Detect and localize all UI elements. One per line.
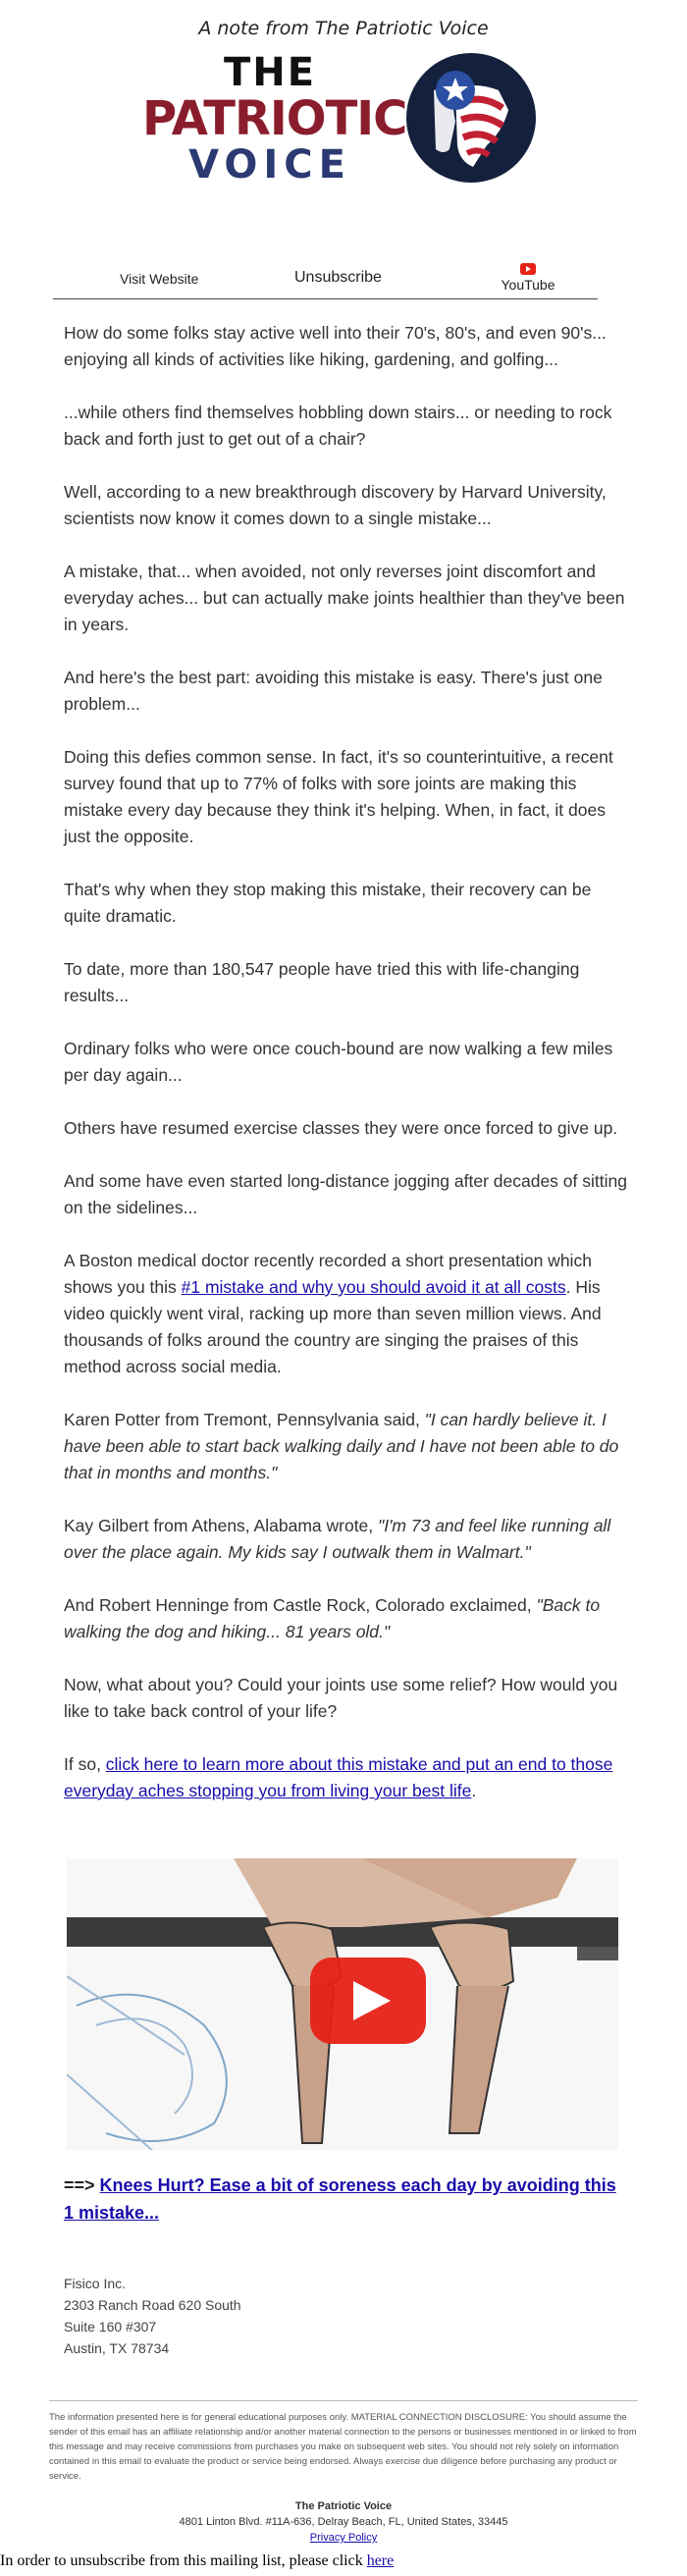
paragraph: That's why when they stop making this mistake, their recovery can be quite dramatic.	[64, 880, 592, 926]
footer-org	[0, 2498, 687, 2546]
header-tagline: A note from The Patriotic Voice	[198, 18, 489, 39]
visit-website-link[interactable]: Visit Website	[120, 271, 199, 287]
paragraph: How do some folks stay active well into their 70's, 80's, and even 90's... enjoying all kinds of activities like hiking, gardening, and golfing...	[64, 323, 607, 369]
mistake-video-link[interactable]: #1 mistake and why you should avoid it at all costs	[181, 1277, 566, 1297]
header-nav	[53, 257, 598, 299]
paragraph: To date, more than 180,547 people have tried this with life-changing results...	[64, 959, 580, 1005]
testimonial	[64, 1513, 628, 1566]
paragraph-with-link	[64, 1751, 628, 1804]
sender-address	[64, 2273, 241, 2359]
company-name: Fisico Inc.	[64, 2276, 127, 2291]
footer-divider	[49, 2400, 638, 2401]
testimonial-author: Kay Gilbert from Athens, Alabama wrote,	[64, 1516, 379, 1535]
logo-word-patriotic: PATRIOTIC	[142, 91, 407, 146]
disclaimer-text: The information presented here is for general educational purposes only. MATERIAL CONNECTION DISCLOSURE: You should assume the sender of this email has an affiliate relationship and/or another material connection to the persons or businesses mentioned in or linked to from this message and may receive commissions from purchases you make on subsequent web sites. You should not rely solely on information contained in this email to evaluate the product or service being endorsed. Always exercise due diligence before purchasing any product or service.	[49, 2412, 637, 2482]
paragraph: Now, what about you? Could your joints use some relief? How would you like to take back control of your life?	[64, 1675, 618, 1721]
logo-word-the: THE	[223, 50, 317, 95]
paragraph: And here's the best part: avoiding this mistake is easy. There's just one problem...	[64, 668, 603, 714]
text: A Boston medical doctor recently recorded a short presentation which shows you this	[64, 1251, 592, 1297]
cta-link[interactable]: Knees Hurt? Ease a bit of soreness each day by avoiding this 1 mistake...	[64, 2175, 616, 2223]
thumbs-up-flag-logo-icon	[404, 51, 538, 185]
testimonial-author: And Robert Henninge from Castle Rock, Colorado exclaimed,	[64, 1595, 537, 1615]
text: .	[471, 1781, 477, 1800]
youtube-link[interactable]	[497, 263, 559, 293]
video-thumbnail[interactable]	[67, 1858, 618, 2150]
logo-word-voice: VOICE	[188, 142, 351, 188]
paragraph: A mistake, that... when avoided, not only reverses joint discomfort and everyday aches... but can actually make joints healthier than they've been in years.	[64, 562, 625, 634]
youtube-icon	[520, 263, 536, 275]
testimonial-quote: "Back to walking the dog and hiking... 81 years old."	[64, 1595, 601, 1641]
org-name: The Patriotic Voice	[294, 2500, 393, 2512]
address-line: Austin, TX 78734	[64, 2340, 170, 2356]
paragraph: Ordinary folks who were once couch-bound are now walking a few miles per day again...	[64, 1039, 613, 1085]
testimonial-quote: "I can hardly believe it. I have been able to start back walking daily and I have not been able to do that in months and months."	[64, 1410, 619, 1482]
paragraph: Doing this defies common sense. In fact, it's so counterintuitive, a recent survey found that up to 77% of folks with sore joints are making this mistake every day because they think it's helping. When, in fact, it does just the opposite.	[64, 747, 613, 846]
paragraph: And some have even started long-distance jogging after decades of sitting on the sidelines...	[64, 1171, 627, 1217]
email-body	[64, 320, 628, 1831]
paragraph: Well, according to a new breakthrough discovery by Harvard University, scientists now know it comes down to a single mistake...	[64, 482, 607, 528]
paragraph: Others have resumed exercise classes they were once forced to give up.	[64, 1118, 618, 1138]
address-line: Suite 160 #307	[64, 2319, 157, 2334]
youtube-label: YouTube	[501, 277, 555, 293]
testimonial	[64, 1407, 628, 1486]
play-icon[interactable]	[310, 1958, 426, 2044]
address-line: 2303 Ranch Road 620 South	[64, 2297, 241, 2313]
brand-logo-text	[142, 50, 407, 188]
unsubscribe-link[interactable]: Unsubscribe	[294, 269, 382, 286]
text: If so,	[64, 1754, 106, 1774]
testimonial-quote: "I'm 73 and feel like running all over the place again. My kids say I outwalk them in Walmart."	[64, 1516, 611, 1562]
testimonial-author: Karen Potter from Tremont, Pennsylvania said,	[64, 1410, 425, 1429]
learn-more-link[interactable]: click here to learn more about this mistake and put an end to those everyday aches stopping you from living your best life	[64, 1754, 613, 1800]
email-header	[0, 0, 687, 236]
privacy-policy-link[interactable]: Privacy Policy	[309, 2532, 378, 2544]
paragraph-with-link	[64, 1248, 628, 1380]
unsubscribe-text: In order to unsubscribe from this mailing list, please click	[0, 2552, 367, 2569]
org-address: 4801 Linton Blvd. #11A-636, Delray Beach, FL, United States, 33445	[179, 2516, 508, 2528]
unsubscribe-line	[0, 2552, 394, 2570]
unsubscribe-here-link[interactable]: here	[366, 2552, 395, 2569]
cta-block	[64, 2172, 628, 2227]
paragraph: ...while others find themselves hobbling down stairs... or needing to rock back and forth just to get out of a chair?	[64, 402, 612, 449]
cta-arrow: ==>	[64, 2175, 100, 2195]
text: . His video quickly went viral, racking up more than seven million views. And thousands of folks around the country are singing the praises of this method across social media.	[64, 1277, 602, 1376]
testimonial	[64, 1592, 628, 1645]
